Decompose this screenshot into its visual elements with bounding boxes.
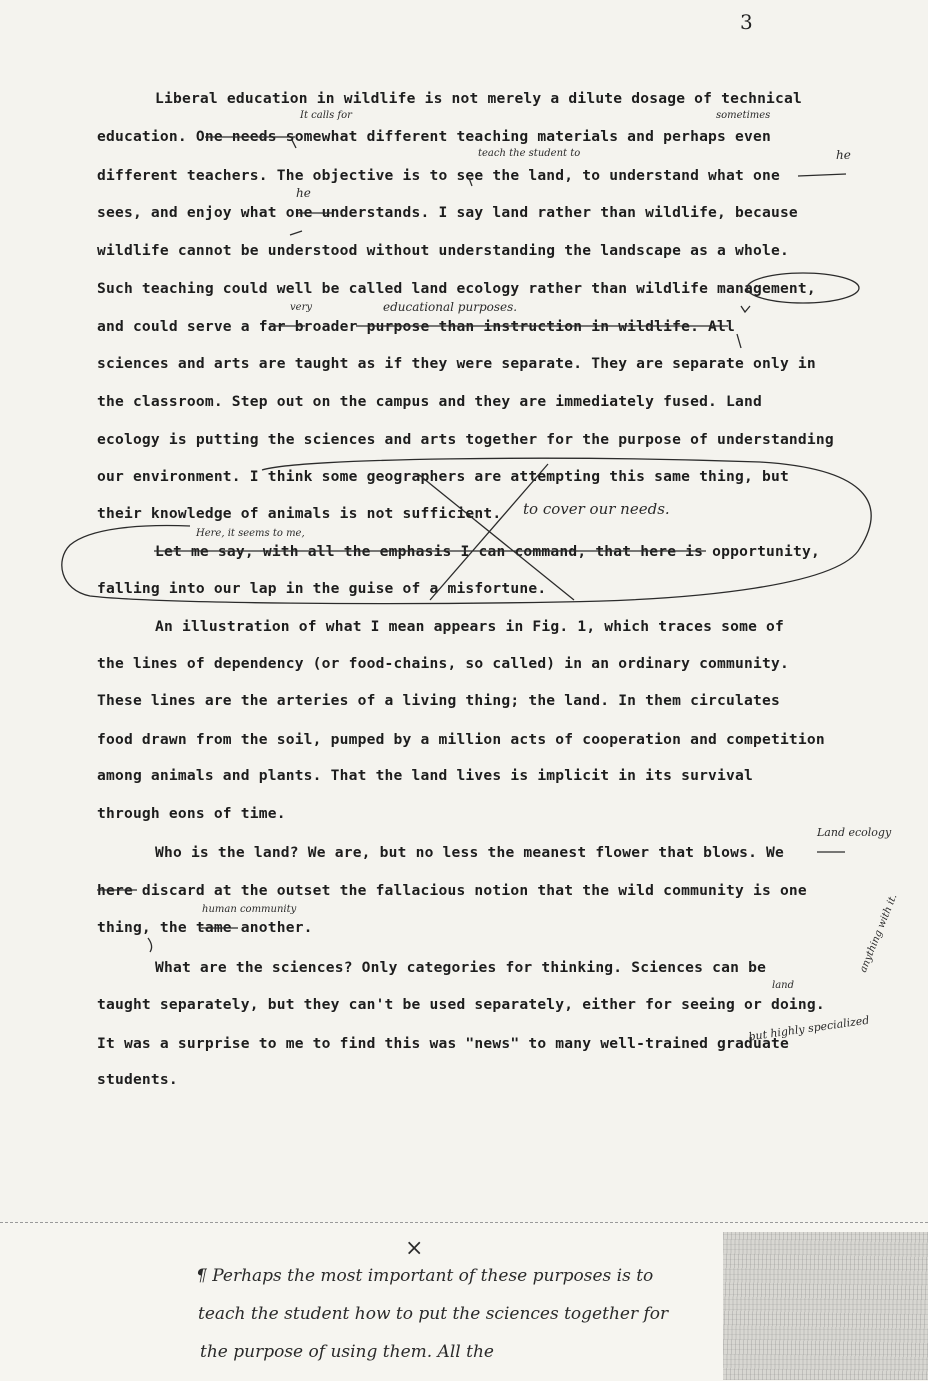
handwritten-note: land — [772, 980, 795, 991]
handwritten-note: anything with it. — [858, 892, 900, 975]
typed-line: ecology is putting the sciences and arts together for the purpose of understanding — [97, 431, 834, 448]
typed-line: taught separately, but they can't be used separately, either for seeing or doing. — [97, 996, 825, 1013]
bottom-note-line: teach the student how to put the sciences together for — [198, 1304, 669, 1324]
typed-line: Who is the land? We are, but no less the meanest flower that blows. We — [155, 844, 785, 861]
handwritten-note: but highly specialized — [747, 1013, 871, 1044]
typed-line: here discard at the outset the fallacious notion that the wild community is one — [97, 882, 807, 899]
paper-texture — [723, 1232, 928, 1380]
insertion-mark: × — [405, 1236, 424, 1261]
typed-line: What are the sciences? Only categories for thinking. Sciences can be — [155, 959, 767, 976]
typed-line: and could serve a far broader purpose than instruction in wildlife. All — [97, 318, 736, 335]
typed-line: These lines are the arteries of a living thing; the land. In them circulates — [97, 692, 780, 709]
typed-line: Liberal education in wildlife is not merely a dilute dosage of technical — [155, 90, 803, 107]
typed-line: An illustration of what I mean appears in Fig. 1, which traces some of — [155, 618, 785, 635]
typed-line: Such teaching could well be called land ecology rather than wildlife management, — [97, 280, 816, 297]
handwritten-note: Here, it seems to me, — [196, 528, 305, 539]
typed-line: among animals and plants. That the land lives is implicit in its survival — [97, 767, 753, 784]
typed-line: wildlife cannot be understood without understanding the landscape as a whole. — [97, 242, 789, 259]
typed-line: their knowledge of animals is not sufficient. — [97, 505, 502, 522]
page-number: 3 — [740, 10, 753, 34]
typed-line: falling into our lap in the guise of a misfortune. — [97, 580, 547, 597]
typed-line: Let me say, with all the emphasis I can command, that here is opportunity, — [155, 543, 820, 560]
typed-line: education. One needs somewhat different teaching materials and perhaps even — [97, 128, 771, 145]
handwritten-note: to cover our needs. — [523, 500, 670, 518]
typed-line: sciences and arts are taught as if they were separate. They are separate only in — [97, 355, 816, 372]
handwritten-note: Land ecology — [817, 826, 892, 839]
typed-line: food drawn from the soil, pumped by a million acts of cooperation and competition — [97, 731, 825, 748]
handwritten-note: very — [290, 302, 312, 313]
bottom-note-line: ¶ Perhaps the most important of these purposes is to — [196, 1266, 654, 1286]
typed-line: our environment. I think some geographers are attempting this same thing, but — [97, 468, 789, 485]
typed-line: students. — [97, 1071, 178, 1088]
handwritten-note: human community — [202, 904, 297, 915]
typed-line: the classroom. Step out on the campus and they are immediately fused. Land — [97, 393, 762, 410]
typed-line: sees, and enjoy what one understands. I say land rather than wildlife, because — [97, 204, 798, 221]
typed-line: the lines of dependency (or food-chains, so called) in an ordinary community. — [97, 655, 789, 672]
typed-line: different teachers. The objective is to see the land, to understand what one — [97, 167, 780, 184]
typed-line: thing, the tame another. — [97, 919, 313, 936]
handwritten-note: sometimes — [716, 110, 771, 121]
handwritten-note: he — [296, 186, 311, 200]
handwritten-note: educational purposes. — [383, 300, 518, 314]
handwritten-note: teach the student to — [478, 148, 581, 159]
handwritten-note: he — [836, 148, 851, 162]
typed-line: through eons of time. — [97, 805, 286, 822]
bottom-note-line: the purpose of using them. All the — [200, 1342, 494, 1362]
handwritten-note: It calls for — [300, 110, 352, 121]
typed-line: It was a surprise to me to find this was "news" to many well-trained graduate — [97, 1035, 789, 1052]
